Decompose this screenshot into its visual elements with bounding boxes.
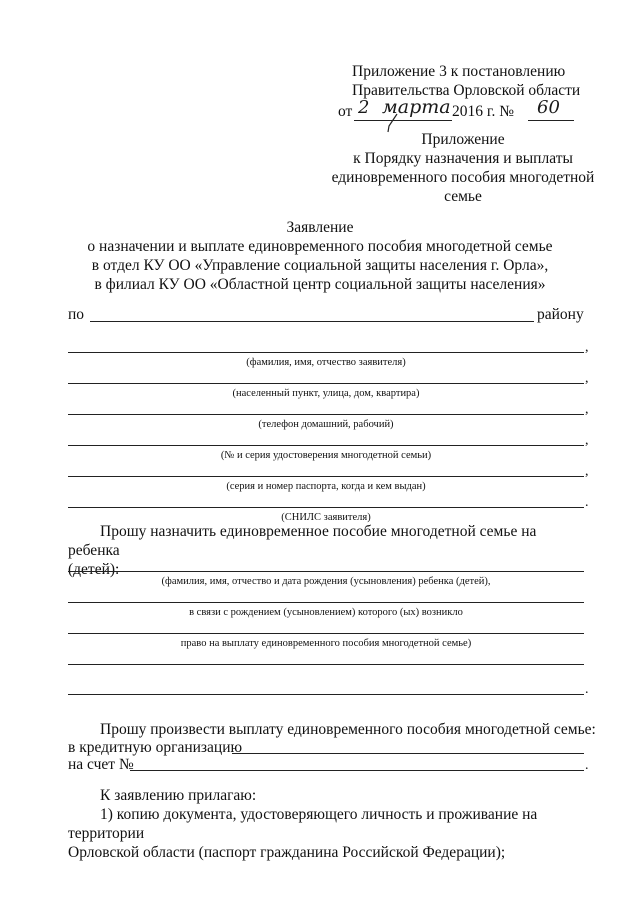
po-label: по [68,306,85,323]
credit-org-label: в кредитную организацию [68,739,243,756]
attachments-heading: К заявлению прилагаю: [100,787,257,804]
account-number-line[interactable] [130,770,584,771]
caption-entitlement: право на выплату единовременного пособия многодетной семье) [180,638,472,649]
attachment-item-1 [68,805,588,862]
date-underline [354,120,452,121]
caption-snils: (СНИЛС заявителя) [281,512,371,523]
caption-phone: (телефон домашний, рабочий) [258,419,394,430]
extra-line-1[interactable] [68,664,584,665]
attachment-item-1-line-2: Орловской области (паспорт гражданина Российской Федерации); [68,844,506,861]
address-line[interactable] [68,383,584,384]
date-month-handwritten: марта [382,96,451,118]
district-label: району [537,306,584,323]
period: . [585,682,589,697]
comma: , [585,433,589,448]
appendix-line-4: семье [444,188,482,205]
certificate-line[interactable] [68,445,584,446]
comma: , [585,402,589,417]
application-title [60,218,580,294]
entitlement-line[interactable] [68,633,584,634]
caption-address: (населенный пункт, улица, дом, квартира) [232,388,420,399]
decree-number-handwritten: 60 [537,97,560,118]
comma: , [585,371,589,386]
date-year: 2016 г. № [452,103,515,120]
request-line-1: Прошу назначить единовременное пособие многодетной семье на ребенка [68,523,537,559]
header-line-2: Правительства Орловской области [352,82,581,99]
appendix-line-1: Приложение [421,131,505,148]
district-input-line[interactable] [90,321,534,322]
header-line-1: Приложение 3 к постановлению [352,63,566,80]
child-name-line[interactable] [68,571,584,572]
period: . [585,758,589,773]
title-line-1: Заявление [286,219,354,236]
payment-request: Прошу произвести выплату единовременного пособия многодетной семье: [100,721,596,738]
title-line-4: в филиал КУ ОО «Областной центр социальной защиты населения» [94,276,546,293]
caption-child-name: (фамилия, имя, отчество и дата рождения (усыновления) ребенка (детей), [161,576,491,587]
title-line-3: в отдел КУ ОО «Управление социальной защиты населения г. Орла», [91,257,549,274]
phone-line[interactable] [68,414,584,415]
extra-line-2[interactable] [68,694,584,695]
appendix-line-2: к Порядку назначения и выплаты [353,150,573,167]
snils-line[interactable] [68,507,584,508]
comma: , [585,464,589,479]
child-birth-line[interactable] [68,602,584,603]
number-underline [528,120,574,121]
account-label: на счет № [68,756,134,773]
appendix-block [318,130,608,206]
attachment-item-1-line-1: 1) копию документа, удостоверяющего личность и проживание на территории [68,806,538,842]
date-prefix: от [338,103,353,120]
period: . [585,495,589,510]
passport-line[interactable] [68,476,584,477]
credit-org-line[interactable] [232,753,584,754]
caption-child-birth: в связи с рождением (усыновлением) которого (ых) возникло [189,607,463,618]
caption-applicant-name: (фамилия, имя, отчество заявителя) [246,357,406,368]
caption-certificate: (№ и серия удостоверения многодетной семьи) [220,450,432,461]
appendix-line-3: единовременного пособия многодетной [331,169,595,186]
request-line-2: (детей): [68,561,120,578]
title-line-2: о назначении и выплате единовременного пособия многодетной семье [87,238,553,255]
applicant-name-line[interactable] [68,352,584,353]
caption-passport: (серия и номер паспорта, когда и кем выдан) [226,481,426,492]
date-day-handwritten: 2 [358,97,370,118]
comma: , [585,340,589,355]
